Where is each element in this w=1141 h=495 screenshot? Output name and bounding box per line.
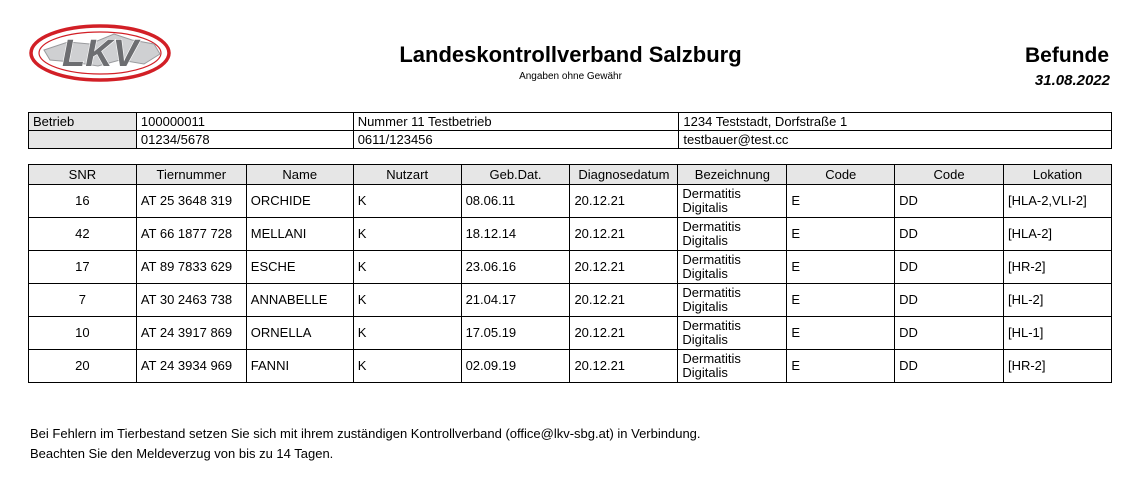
table-row — [29, 251, 1112, 284]
footer-note — [30, 424, 701, 464]
cell-name: ESCHE — [246, 251, 353, 284]
cell-name: FANNI — [246, 350, 353, 383]
farm-number: 100000011 — [136, 113, 353, 131]
bezeichnung-line-2: Digitalis — [682, 299, 728, 314]
cell-lokation: [HL-1] — [1003, 317, 1111, 350]
cell-code-1: E — [787, 185, 895, 218]
bezeichnung-line-2: Digitalis — [682, 233, 728, 248]
cell-name: ORCHIDE — [246, 185, 353, 218]
table-row — [29, 317, 1112, 350]
farm-address: 1234 Teststadt, Dorfstraße 1 — [679, 113, 1112, 131]
cell-name: ORNELLA — [246, 317, 353, 350]
cell-name: MELLANI — [246, 218, 353, 251]
cell-code-2: DD — [895, 218, 1004, 251]
farm-label: Betrieb — [29, 113, 137, 131]
bezeichnung-line-1: Dermatitis — [682, 285, 741, 300]
bezeichnung-line-2: Digitalis — [682, 266, 728, 281]
cell-bezeichnung — [678, 185, 787, 218]
header-tiernummer: Tiernummer — [136, 165, 246, 185]
header-code-1: Code — [787, 165, 895, 185]
cell-bezeichnung — [678, 284, 787, 317]
cell-gebdat: 21.04.17 — [461, 284, 570, 317]
cell-tiernummer: AT 89 7833 629 — [136, 251, 246, 284]
document-date: 31.08.2022 — [1034, 72, 1110, 89]
cell-nutzart: K — [353, 185, 461, 218]
cell-tiernummer: AT 24 3934 969 — [136, 350, 246, 383]
cell-code-1: E — [787, 251, 895, 284]
cell-code-2: DD — [895, 251, 1004, 284]
header-name: Name — [246, 165, 353, 185]
header-snr: SNR — [29, 165, 137, 185]
cell-nutzart: K — [353, 284, 461, 317]
bezeichnung-line-2: Digitalis — [682, 200, 728, 215]
cell-code-2: DD — [895, 185, 1004, 218]
cell-snr: 7 — [29, 284, 137, 317]
bezeichnung-line-2: Digitalis — [682, 365, 728, 380]
footer-line-1: Bei Fehlern im Tierbestand setzen Sie sich mit ihrem zuständigen Kontrollverband (office@lkv-sbg.at) in Verbindung. — [30, 426, 701, 441]
cell-diagnosedatum: 20.12.21 — [570, 251, 678, 284]
farm-name: Nummer 11 Testbetrieb — [353, 113, 679, 131]
cell-bezeichnung — [678, 350, 787, 383]
cell-lokation: [HLA-2,VLI-2] — [1003, 185, 1111, 218]
table-row — [29, 284, 1112, 317]
cell-gebdat: 17.05.19 — [461, 317, 570, 350]
header-lokation: Lokation — [1003, 165, 1111, 185]
header-gebdat: Geb.Dat. — [461, 165, 570, 185]
cell-code-1: E — [787, 218, 895, 251]
header-nutzart: Nutzart — [353, 165, 461, 185]
farm-info-row — [29, 113, 1112, 131]
cell-lokation: [HR-2] — [1003, 350, 1111, 383]
cell-diagnosedatum: 20.12.21 — [570, 218, 678, 251]
cell-gebdat: 18.12.14 — [461, 218, 570, 251]
cell-bezeichnung — [678, 218, 787, 251]
cell-diagnosedatum: 20.12.21 — [570, 185, 678, 218]
farm-info-table — [28, 112, 1112, 149]
cell-snr: 16 — [29, 185, 137, 218]
header-bezeichnung: Bezeichnung — [678, 165, 787, 185]
findings-table — [28, 164, 1112, 383]
header-code-2: Code — [895, 165, 1004, 185]
bezeichnung-line-1: Dermatitis — [682, 252, 741, 267]
document-title: Befunde — [1025, 44, 1109, 67]
farm-label-empty — [29, 131, 137, 149]
cell-code-1: E — [787, 284, 895, 317]
bezeichnung-line-1: Dermatitis — [682, 351, 741, 366]
table-row — [29, 350, 1112, 383]
cell-code-1: E — [787, 350, 895, 383]
cell-gebdat: 08.06.11 — [461, 185, 570, 218]
cell-tiernummer: AT 66 1877 728 — [136, 218, 246, 251]
cell-gebdat: 23.06.16 — [461, 251, 570, 284]
cell-lokation: [HLA-2] — [1003, 218, 1111, 251]
cell-nutzart: K — [353, 218, 461, 251]
table-row — [29, 218, 1112, 251]
cell-code-2: DD — [895, 350, 1004, 383]
cell-nutzart: K — [353, 350, 461, 383]
cell-snr: 17 — [29, 251, 137, 284]
cell-nutzart: K — [353, 251, 461, 284]
page-subtitle: Angaben ohne Gewähr — [519, 71, 622, 82]
cell-tiernummer: AT 25 3648 319 — [136, 185, 246, 218]
cell-snr: 10 — [29, 317, 137, 350]
farm-email: testbauer@test.cc — [679, 131, 1112, 149]
cell-diagnosedatum: 20.12.21 — [570, 317, 678, 350]
cell-code-1: E — [787, 317, 895, 350]
cell-bezeichnung — [678, 317, 787, 350]
cell-diagnosedatum: 20.12.21 — [570, 284, 678, 317]
farm-contact-row — [29, 131, 1112, 149]
cell-tiernummer: AT 24 3917 869 — [136, 317, 246, 350]
cell-lokation: [HR-2] — [1003, 251, 1111, 284]
cell-diagnosedatum: 20.12.21 — [570, 350, 678, 383]
cell-gebdat: 02.09.19 — [461, 350, 570, 383]
cell-code-2: DD — [895, 284, 1004, 317]
bezeichnung-line-1: Dermatitis — [682, 186, 741, 201]
table-row — [29, 185, 1112, 218]
logo-text: LKV — [62, 33, 138, 75]
bezeichnung-line-1: Dermatitis — [682, 219, 741, 234]
bezeichnung-line-2: Digitalis — [682, 332, 728, 347]
farm-phone: 01234/5678 — [136, 131, 353, 149]
cell-snr: 42 — [29, 218, 137, 251]
cell-nutzart: K — [353, 317, 461, 350]
cell-bezeichnung — [678, 251, 787, 284]
table-header-row — [29, 165, 1112, 185]
cell-code-2: DD — [895, 317, 1004, 350]
bezeichnung-line-1: Dermatitis — [682, 318, 741, 333]
cell-tiernummer: AT 30 2463 738 — [136, 284, 246, 317]
page-title: Landeskontrollverband Salzburg — [399, 42, 742, 67]
header-diagnosedatum: Diagnosedatum — [570, 165, 678, 185]
cell-lokation: [HL-2] — [1003, 284, 1111, 317]
farm-mobile: 0611/123456 — [353, 131, 679, 149]
footer-line-2: Beachten Sie den Meldeverzug von bis zu 14 Tagen. — [30, 446, 334, 461]
cell-snr: 20 — [29, 350, 137, 383]
cell-name: ANNABELLE — [246, 284, 353, 317]
